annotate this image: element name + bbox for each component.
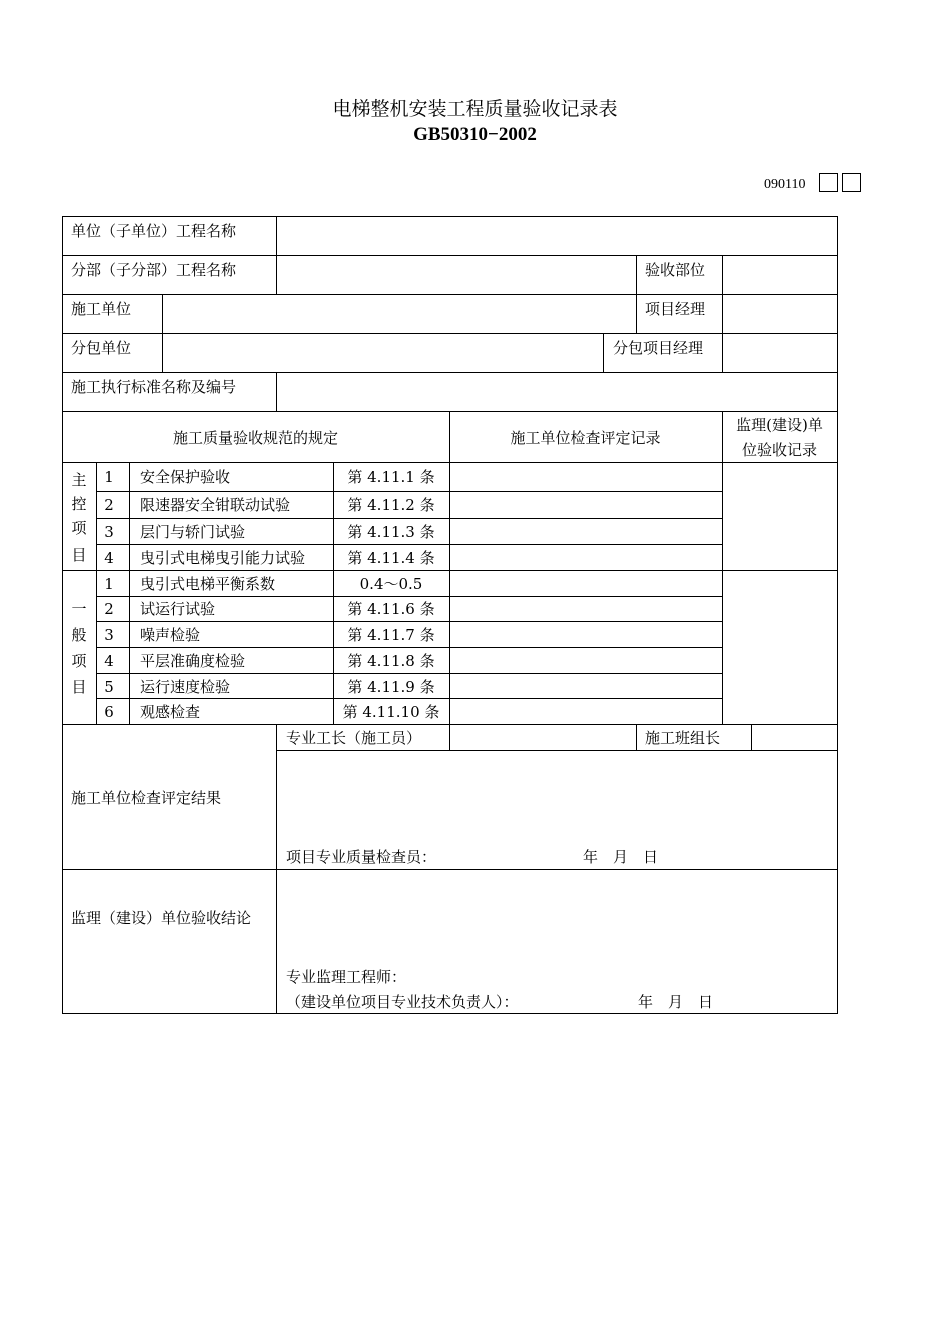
general-item-clause: 第 4.11.9 条 [347,678,435,696]
main-items-label-char: 主 [71,471,87,489]
general-item-no: 3 [104,626,114,644]
general-item-no: 6 [104,703,114,721]
general-item-name: 噪声检验 [140,626,201,644]
unit-project-name-label: 单位（子单位）工程名称 [71,222,237,240]
team-leader-label: 施工班组长 [645,729,721,747]
sub-project-name-label: 分部（子分部）工程名称 [71,261,237,279]
main-item-name: 限速器安全钳联动试验 [140,496,291,514]
main-item-name: 安全保护验收 [140,468,231,486]
general-item-clause: 0.4～0.5 [359,575,423,593]
main-items-label-char: 项 [71,519,87,537]
foreman-label: 专业工长（施工员） [286,729,422,747]
owner-representative-label: （建设单位项目专业技术负责人）： [286,993,519,1011]
general-item-no: 2 [104,600,114,618]
unit-check-result-label: 施工单位检查评定结果 [71,789,222,807]
general-item-clause: 第 4.11.6 条 [347,600,435,618]
supervision-header-line2: 位验收记录 [741,441,817,459]
main-item-no: 2 [104,496,114,514]
construction-unit-label: 施工单位 [71,300,132,318]
general-item-name: 观感检查 [140,703,201,721]
main-item-name: 曳引式电梯曳引能力试验 [140,549,306,567]
general-item-name: 平层准确度检验 [140,652,246,670]
subcontract-unit-label: 分包单位 [71,339,132,357]
main-item-no: 1 [104,468,114,486]
general-item-clause: 第 4.11.7 条 [347,626,435,644]
conclusion-date: 年 月 日 [638,993,714,1011]
general-item-no: 1 [104,575,114,593]
general-items-label-char: 项 [71,652,87,670]
form-code-box-1[interactable] [819,173,838,192]
general-item-name: 曳引式电梯平衡系数 [140,575,276,593]
form-code: 090110 [764,177,806,192]
acceptance-part-label: 验收部位 [645,261,706,279]
main-item-clause: 第 4.11.2 条 [347,496,435,514]
general-items-label-char: 般 [71,626,87,644]
supervision-conclusion-label: 监理（建设）单位验收结论 [71,909,252,927]
main-item-clause: 第 4.11.1 条 [347,468,435,486]
general-items-label-char: 一 [71,600,87,618]
inspector-label: 项目专业质量检查员： [286,848,437,866]
general-items-label-char: 目 [71,678,87,696]
unit-check-header: 施工单位检查评定记录 [510,429,661,447]
main-items-label-char: 目 [71,546,87,564]
general-item-no: 4 [104,652,114,670]
supervising-engineer-label: 专业监理工程师： [286,968,407,986]
main-item-name: 层门与轿门试验 [140,523,246,541]
general-item-clause: 第 4.11.10 条 [342,703,440,721]
general-item-clause: 第 4.11.8 条 [347,652,435,670]
standard-name-label: 施工执行标准名称及编号 [71,378,237,396]
page-title: 电梯整机安装工程质量验收记录表 [332,98,618,120]
main-item-clause: 第 4.11.4 条 [347,549,435,567]
result-date: 年 月 日 [583,848,659,866]
main-item-no: 4 [104,549,114,567]
main-item-clause: 第 4.11.3 条 [347,523,435,541]
general-item-no: 5 [104,678,114,696]
form-code-box-2[interactable] [842,173,861,192]
general-item-name: 运行速度检验 [140,678,231,696]
project-manager-label: 项目经理 [645,300,706,318]
general-item-name: 试运行试验 [140,600,216,618]
subcontract-manager-label: 分包项目经理 [613,339,704,357]
supervision-header-line1: 监理(建设)单 [736,416,823,434]
standard-code: GB50310−2002 [413,124,537,145]
spec-header: 施工质量验收规范的规定 [172,429,338,447]
main-item-no: 3 [104,523,114,541]
main-items-label-char: 控 [71,495,87,513]
